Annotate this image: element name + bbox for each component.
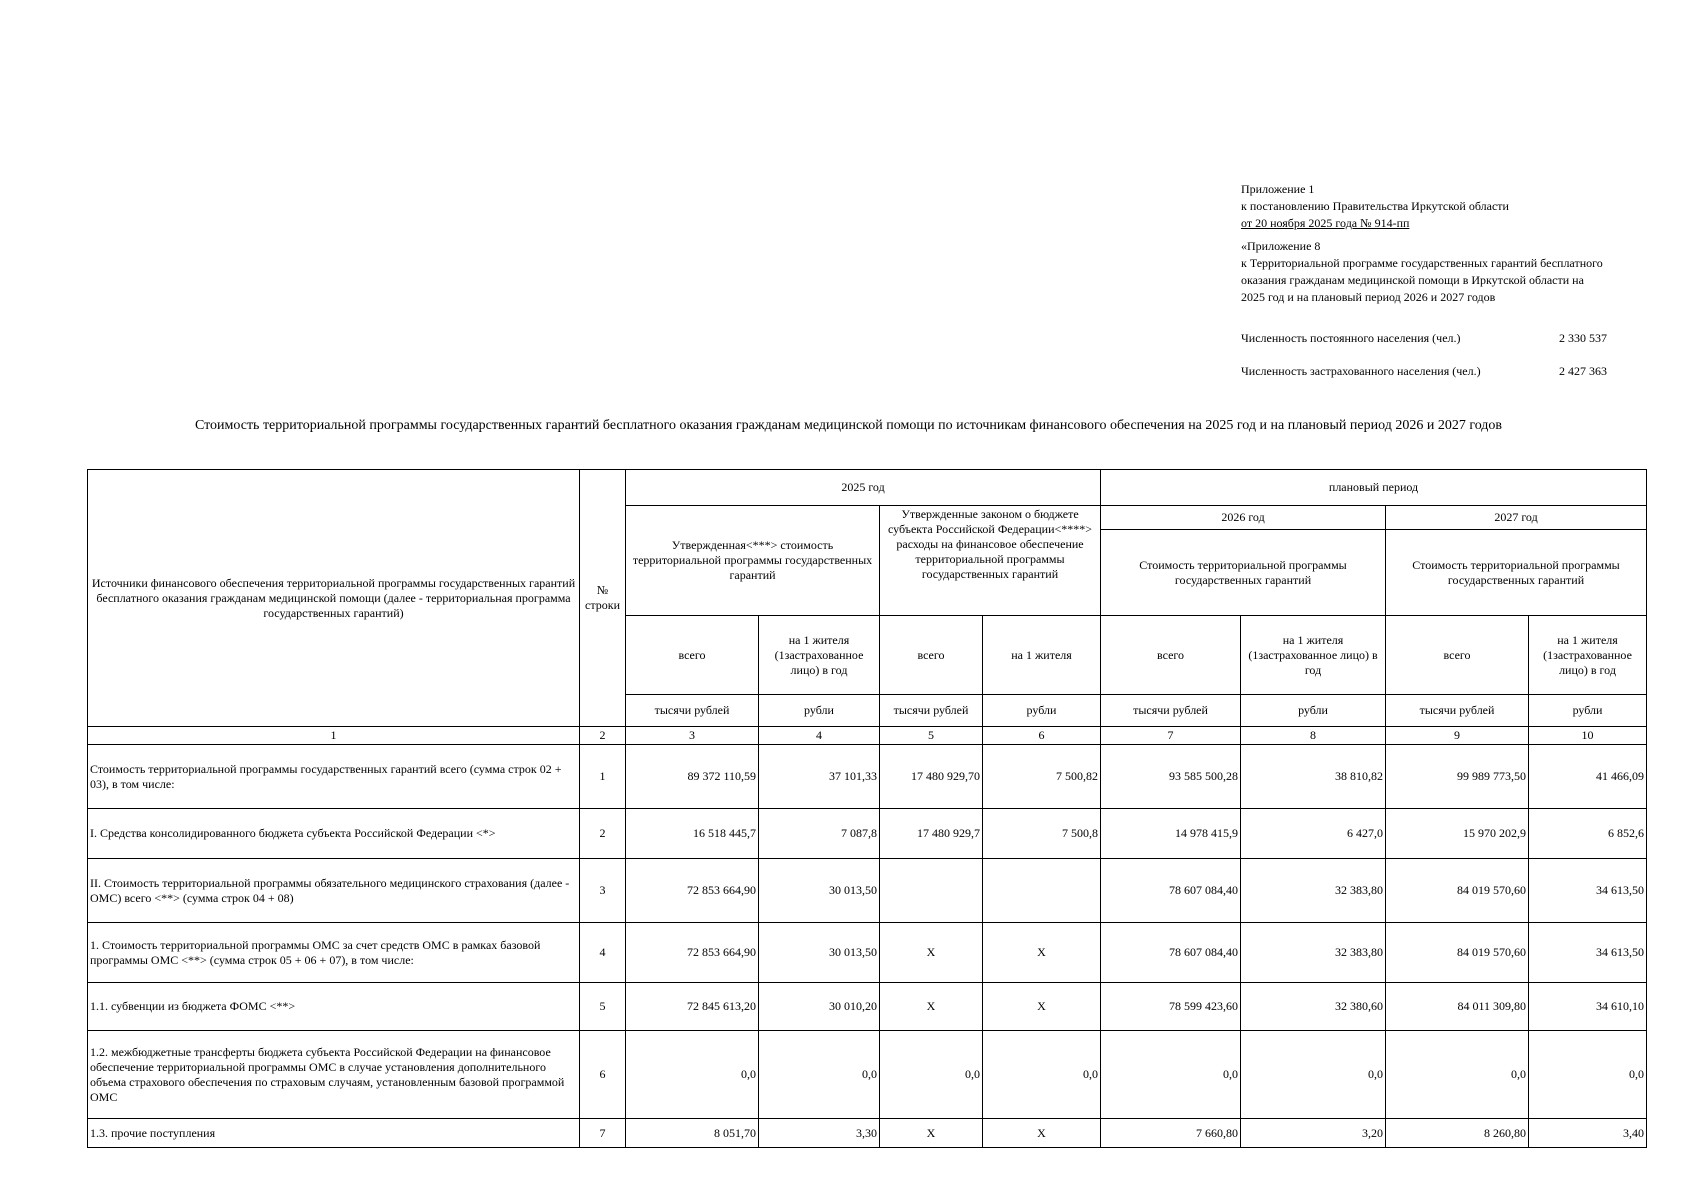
cell-value: X [983, 983, 1101, 1031]
row-no: 7 [580, 1119, 626, 1148]
appendix8-line: к Территориальной программе государственных гарантий бесплатного [1241, 256, 1603, 270]
cell-value: 0,0 [1386, 1031, 1529, 1119]
cell-value: 34 613,50 [1529, 923, 1647, 983]
cell-value: 32 380,60 [1241, 983, 1386, 1031]
cell-value: 7 500,82 [983, 745, 1101, 809]
col-number: 4 [759, 727, 880, 745]
table-row [88, 923, 1647, 983]
insured-line [1241, 364, 1607, 379]
header-per-insured: на 1 жителя (1застрахованное лицо) в год [1529, 616, 1647, 695]
cell-value: 14 978 415,9 [1101, 809, 1241, 859]
table-row [88, 983, 1647, 1031]
cell-value: 6 852,6 [1529, 809, 1647, 859]
col-number: 10 [1529, 727, 1647, 745]
population-label: Численность постоянного населения (чел.) [1241, 331, 1461, 345]
table-row [88, 809, 1647, 859]
cell-value: 72 845 613,20 [626, 983, 759, 1031]
row-label: I. Средства консолидированного бюджета субъекта Российской Федерации <*> [88, 809, 580, 859]
header-approved-law: Утвержденные законом о бюджете субъекта Российской Федерации<****> расходы на финансовое обеспечение территориальной программы государственных гарантий [880, 506, 1101, 616]
table-row [88, 745, 1647, 809]
unit-rub: рубли [1529, 695, 1647, 727]
unit-thousand: тысячи рублей [1101, 695, 1241, 727]
population-line [1241, 331, 1607, 346]
cell-value: 17 480 929,70 [880, 745, 983, 809]
appendix1-date: от 20 ноября 2025 года № 914-пп [1241, 216, 1410, 230]
row-label: Стоимость территориальной программы государственных гарантий всего (сумма строк 02 + 03), в том числе: [88, 745, 580, 809]
header-approved-cost: Утвержденная<***> стоимость территориальной программы государственных гарантий [626, 506, 880, 616]
cell-value: 0,0 [983, 1031, 1101, 1119]
cell-value: 3,20 [1241, 1119, 1386, 1148]
cell-value: 3,40 [1529, 1119, 1647, 1148]
cell-value: 78 599 423,60 [1101, 983, 1241, 1031]
col-number: 1 [88, 727, 580, 745]
row-label: 1. Стоимость территориальной программы ОМС за счет средств ОМС в рамках базовой программы ОМС <**> (сумма строк 05 + 06 + 07), в том числе: [88, 923, 580, 983]
col-number: 9 [1386, 727, 1529, 745]
cell-value: 32 383,80 [1241, 859, 1386, 923]
cell-value: 3,30 [759, 1119, 880, 1148]
row-no: 2 [580, 809, 626, 859]
unit-rub: рубли [1241, 695, 1386, 727]
header-total: всего [880, 616, 983, 695]
row-no: 6 [580, 1031, 626, 1119]
header-year-2025: 2025 год [626, 470, 1101, 506]
appendix-header [1241, 181, 1603, 306]
cell-value: X [880, 923, 983, 983]
row-label: 1.3. прочие поступления [88, 1119, 580, 1148]
table-row [88, 1031, 1647, 1119]
cell-value: 16 518 445,7 [626, 809, 759, 859]
insured-value: 2 427 363 [1559, 364, 1607, 378]
col-number: 8 [1241, 727, 1386, 745]
unit-rub: рубли [759, 695, 880, 727]
cell-value: 34 613,50 [1529, 859, 1647, 923]
header-per-insured: на 1 жителя (1застрахованное лицо) в год [759, 616, 880, 695]
cell-value: 0,0 [759, 1031, 880, 1119]
cell-value: 37 101,33 [759, 745, 880, 809]
document-title: Стоимость территориальной программы государственных гарантий бесплатного оказания гражданам медицинской помощи по источникам финансового обеспечения на 2025 год и на плановый период 2026 и 2027 годов [194, 418, 1503, 433]
col-number: 6 [983, 727, 1101, 745]
appendix8-line: оказания гражданам медицинской помощи в Иркутской области на [1241, 273, 1584, 287]
cell-value: 78 607 084,40 [1101, 923, 1241, 983]
cell-value: 84 011 309,80 [1386, 983, 1529, 1031]
row-no: 1 [580, 745, 626, 809]
table-row [88, 859, 1647, 923]
cell-value: 17 480 929,7 [880, 809, 983, 859]
cell-value: X [880, 983, 983, 1031]
appendix8-label: «Приложение 8 [1241, 239, 1321, 253]
cell-value: 0,0 [1529, 1031, 1647, 1119]
cell-value: 72 853 664,90 [626, 859, 759, 923]
header-total: всего [1386, 616, 1529, 695]
row-label: 1.2. межбюджетные трансферты бюджета субъекта Российской Федерации на финансовое обеспечение территориальной программы ОМС в случае установления дополнительного объема страхового обеспечения по страховым случаям, установленным базовой программой ОМС [88, 1031, 580, 1119]
header-year-2026: 2026 год [1101, 506, 1386, 530]
cell-value: 84 019 570,60 [1386, 859, 1529, 923]
col-number: 7 [1101, 727, 1241, 745]
cell-value: 38 810,82 [1241, 745, 1386, 809]
header-cost-2026: Стоимость территориальной программы государственных гарантий [1101, 530, 1386, 616]
col-number: 2 [580, 727, 626, 745]
cell-value: 89 372 110,59 [626, 745, 759, 809]
header-cost-2027: Стоимость территориальной программы государственных гарантий [1386, 530, 1647, 616]
cell-value: 0,0 [1101, 1031, 1241, 1119]
cell-value: 78 607 084,40 [1101, 859, 1241, 923]
header-per-resident: на 1 жителя [983, 616, 1101, 695]
cell-value: 0,0 [1241, 1031, 1386, 1119]
cell-value: 8 260,80 [1386, 1119, 1529, 1148]
cell-value: 7 087,8 [759, 809, 880, 859]
cell-value: 41 466,09 [1529, 745, 1647, 809]
header-year-2027: 2027 год [1386, 506, 1647, 530]
unit-rub: рубли [983, 695, 1101, 727]
cell-value: X [983, 923, 1101, 983]
cell-value: 30 013,50 [759, 923, 880, 983]
cell-value: 15 970 202,9 [1386, 809, 1529, 859]
col-number: 3 [626, 727, 759, 745]
unit-thousand: тысячи рублей [880, 695, 983, 727]
cell-value [880, 859, 983, 923]
row-label: 1.1. субвенции из бюджета ФОМС <**> [88, 983, 580, 1031]
cell-value: X [983, 1119, 1101, 1148]
table-row [88, 1119, 1647, 1148]
unit-thousand: тысячи рублей [626, 695, 759, 727]
appendix1-label: Приложение 1 [1241, 182, 1315, 196]
row-no: 5 [580, 983, 626, 1031]
header-per-insured: на 1 жителя (1застрахованное лицо) в год [1241, 616, 1386, 695]
cell-value: 30 010,20 [759, 983, 880, 1031]
header-sources: Источники финансового обеспечения территориальной программы государственных гарантий бесплатного оказания гражданам медицинской помощи (далее - территориальная программа государственных гарантий) [88, 470, 580, 727]
cell-value: 6 427,0 [1241, 809, 1386, 859]
insured-label: Численность застрахованного населения (чел.) [1241, 364, 1481, 378]
unit-thousand: тысячи рублей [1386, 695, 1529, 727]
cell-value: 8 051,70 [626, 1119, 759, 1148]
cell-value: 0,0 [626, 1031, 759, 1119]
header-row-no: № строки [580, 470, 626, 727]
appendix8-line: 2025 год и на плановый период 2026 и 2027 годов [1241, 290, 1496, 304]
cell-value: 0,0 [880, 1031, 983, 1119]
cell-value: 99 989 773,50 [1386, 745, 1529, 809]
cell-value: 32 383,80 [1241, 923, 1386, 983]
cell-value: 84 019 570,60 [1386, 923, 1529, 983]
cell-value: 34 610,10 [1529, 983, 1647, 1031]
header-planned-period: плановый период [1101, 470, 1647, 506]
cell-value: 30 013,50 [759, 859, 880, 923]
header-total: всего [626, 616, 759, 695]
population-value: 2 330 537 [1559, 331, 1607, 345]
cell-value [983, 859, 1101, 923]
header-total: всего [1101, 616, 1241, 695]
col-number: 5 [880, 727, 983, 745]
cell-value: 7 500,8 [983, 809, 1101, 859]
cell-value: 93 585 500,28 [1101, 745, 1241, 809]
row-label: II. Стоимость территориальной программы обязательного медицинского страхования (далее - ОМС) всего <**> (сумма строк 04 + 08) [88, 859, 580, 923]
row-no: 3 [580, 859, 626, 923]
financing-table [87, 469, 1647, 1148]
row-no: 4 [580, 923, 626, 983]
cell-value: 7 660,80 [1101, 1119, 1241, 1148]
cell-value: 72 853 664,90 [626, 923, 759, 983]
cell-value: X [880, 1119, 983, 1148]
appendix1-to: к постановлению Правительства Иркутской области [1241, 199, 1509, 213]
